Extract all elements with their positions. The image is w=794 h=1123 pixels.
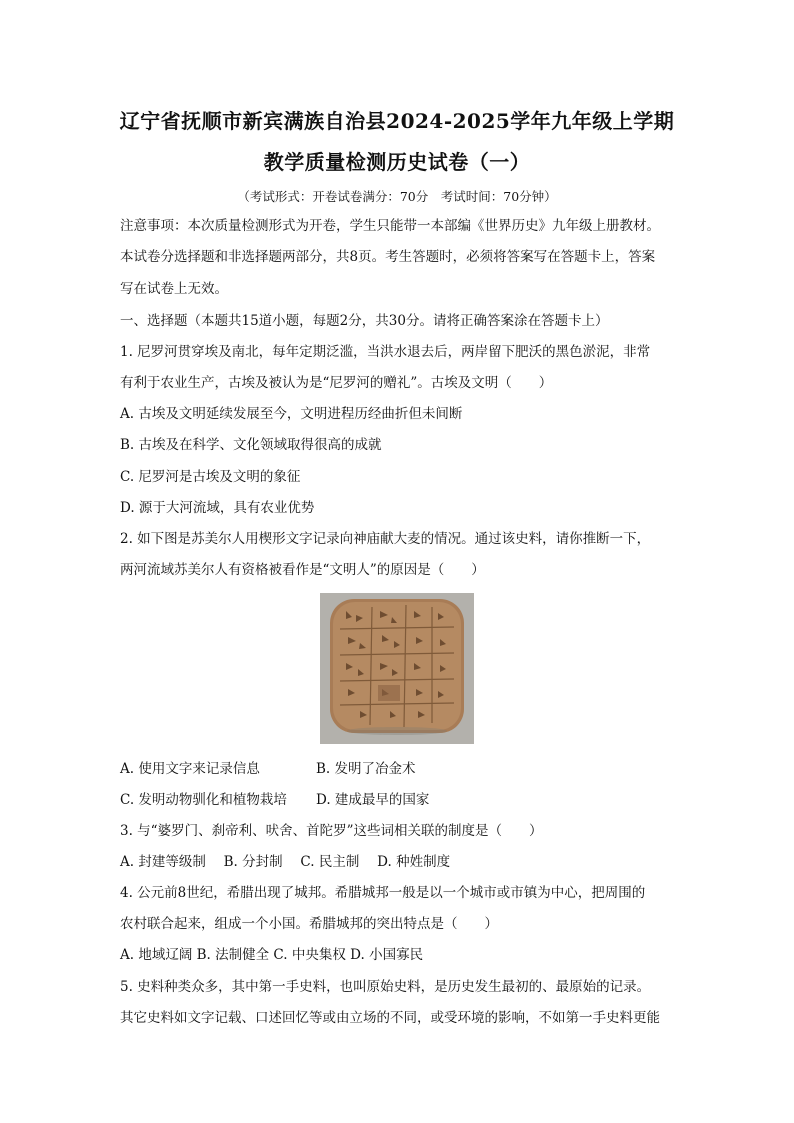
question-1-stem: 有利于农业生产，古埃及被认为是“尼罗河的赠礼”。古埃及文明（ ） [120, 375, 553, 391]
exam-title-line2: 教学质量检测历史试卷（一） [263, 150, 531, 174]
question-2-option-b: B. 发明了冶金术 [316, 761, 416, 777]
exam-title-line1: 辽宁省抚顺市新宾满族自治县2024-2025学年九年级上学期 [119, 109, 675, 133]
question-4-stem: 4. 公元前8世纪，希腊出现了城邦。希腊城邦一般是以一个城市或市镇为中心，把周围的 [120, 885, 646, 901]
question-2-option-c: C. 发明动物驯化和植物栽培 [120, 792, 287, 808]
notice-line: 写在试卷上无效。 [120, 281, 228, 297]
question-2-option-d: D. 建成最早的国家 [316, 792, 430, 808]
question-1-option-d: D. 源于大河流域，具有农业优势 [120, 500, 315, 516]
question-2-stem: 2. 如下图是苏美尔人用楔形文字记录向神庙献大麦的情况。通过该史料，请你推断一下， [120, 531, 651, 547]
question-3-stem: 3. 与“婆罗门、刹帝利、吠舍、首陀罗”这些词相关联的制度是（ ） [120, 823, 543, 839]
question-1-option-a: A. 古埃及文明延续发展至今，文明进程历经曲折但未间断 [120, 406, 463, 422]
question-2-stem: 两河流域苏美尔人有资格被看作是“文明人”的原因是（ ） [120, 562, 485, 578]
exam-info: （考试形式：开卷试卷满分：70分 考试时间：70分钟） [237, 189, 557, 204]
section-heading: 一、选择题（本题共15道小题，每题2分，共30分。请将正确答案涂在答题卡上） [120, 313, 609, 329]
question-1-option-b: B. 古埃及在科学、文化领域取得很高的成就 [120, 437, 382, 453]
question-4-stem: 农村联合起来，组成一个小国。希腊城邦的突出特点是（ ） [120, 916, 498, 932]
question-1-stem: 1. 尼罗河贯穿埃及南北，每年定期泛滥，当洪水退去后，两岸留下肥沃的黑色淤泥，非常 [120, 344, 651, 360]
question-5-stem: 5. 史料种类众多，其中第一手史料，也叫原始史料，是历史发生最初的、最原始的记录。 [120, 979, 651, 995]
cuneiform-tablet-image [320, 593, 474, 744]
question-3-options: A. 封建等级制 B. 分封制 C. 民主制 D. 种姓制度 [120, 854, 451, 870]
question-4-options: A. 地域辽阔 B. 法制健全 C. 中央集权 D. 小国寡民 [120, 947, 424, 963]
notice-line: 注意事项：本次质量检测形式为开卷，学生只能带一本部编《世界历史》九年级上册教材。 [120, 218, 660, 234]
question-2-option-a: A. 使用文字来记录信息 [120, 761, 260, 777]
notice-line: 本试卷分选择题和非选择题两部分，共8页。考生答题时，必须将答案写在答题卡上，答案 [120, 249, 656, 265]
question-1-option-c: C. 尼罗河是古埃及文明的象征 [120, 469, 301, 485]
question-5-stem: 其它史料如文字记载、口述回忆等或由立场的不同，或受环境的影响，不如第一手史料更能 [120, 1010, 660, 1026]
